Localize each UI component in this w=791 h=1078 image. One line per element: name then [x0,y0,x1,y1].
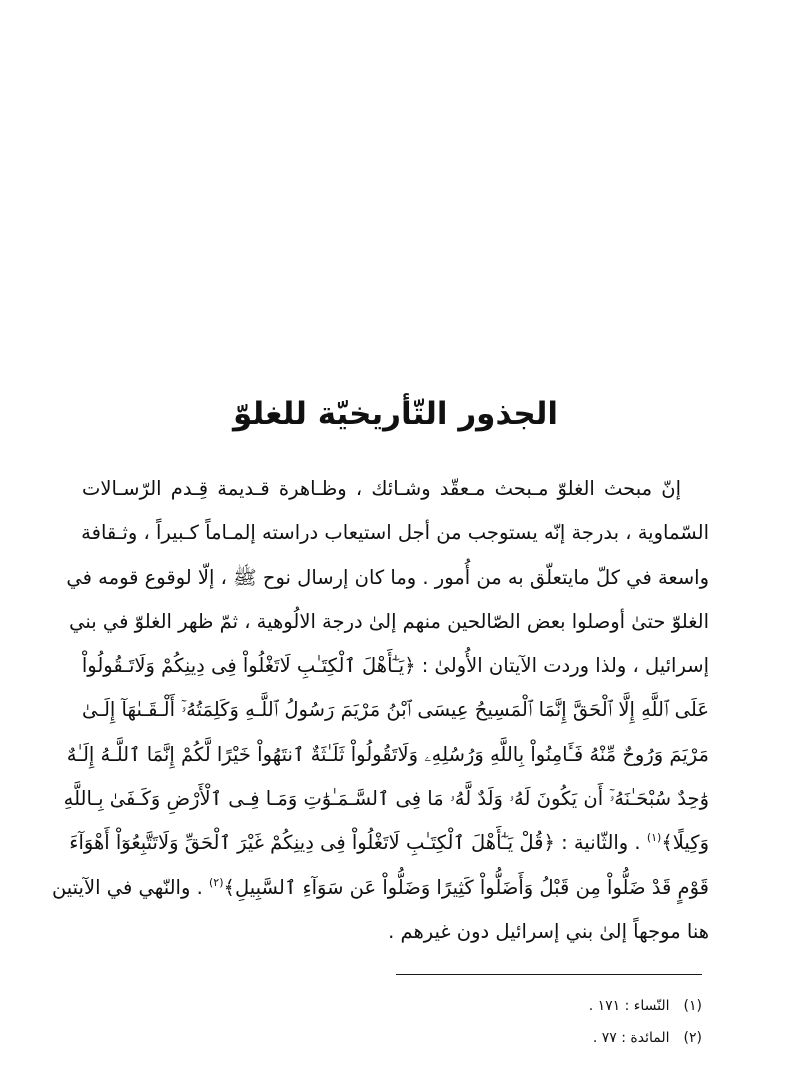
footnote-divider [396,974,702,975]
body-line-1: إنّ مبحث الغلوّ مـبحث مـعقّد وشـائك ، وظـاهرة قـديمة قِـدم الرّسـالات [82,477,681,500]
body-line-2: السّماوية ، بدرجة إنّه يستوجب من أجل استيعاب دراسته إلمـاماً كـبيراً ، وثـقافة [81,521,709,545]
body-line-7: مَرْيَمَ وَرُوحٌ مِّنْهُ فَـَٔامِنُواْ بِاللَّهِ وَرُسُلِهِۦ وَلَاتَقُولُواْ ثَلَـٰثَةٌ ٱنتَهُواْ خَيْرًا لَّكُمْ إِنَّمَا ٱللَّـهُ إِلَـٰهٌ [66,742,709,766]
verse-text: قَوْمٍ قَدْ ضَلُّواْ مِن قَبْلُ وَأَضَلُّواْ كَثِيرًا وَضَلُّواْ عَن سَوَآءِ ٱلسَّبِيلِ﴾ [223,875,709,899]
footnote-number: (١) [683,998,702,1014]
body-line-5: إسرائيل ، ولذا وردت الآيتان الأُولىٰ : ﴿يَـٰٓأَهْلَ ٱلْكِتَـٰبِ لَاتَغْلُواْ فِى دِينِكُمْ وَلَاتَـقُولُواْ [81,654,709,678]
body-line-9 [69,821,709,865]
footnotes-list [382,990,702,1054]
body-paragraph [51,467,709,954]
footnote-text: النّساء : ١٧١ . [588,998,670,1014]
chapter-title: الجذور التّأريخيّة للغلوّ [233,396,558,432]
verse-text-after: . والثّانية : ﴿قُلْ يَـٰٓأَهْلَ ٱلْكِتَـٰبِ لَاتَغْلُواْ فِى دِينِكُمْ غَيْرَ ٱلْحَقِّ وَلَاتَتَّبِعُوٓاْ أَهْوَآءَ [69,831,647,855]
footnote-text: المائدة : ٧٧ . [592,1030,670,1046]
body-line-4: الغلوّ حتىٰ أوصلوا بعض الصّالحين منهم إلىٰ درجة الالُوهية ، ثمّ ظهر الغلوّ في بني [69,609,709,633]
body-line-11: هنا موجهاً إلىٰ بني إسرائيل دون غيرهم . [388,919,709,943]
body-line-10 [51,866,709,910]
verse-text: وَكِيلًا﴾ [661,831,709,855]
footnote-1 [382,990,702,1022]
body-line-6: عَلَى ٱللَّهِ إِلَّا ٱلْحَقَّ إِنَّمَا ٱلْمَسِيحُ عِيسَى ٱبْنُ مَرْيَمَ رَسُولُ ٱللَّـهِ وَكَلِمَتُهُۥٓ أَلْـقَـىٰهَآ إِلَـىٰ [82,698,709,722]
body-line-8: وَٰحِدٌ سُبْحَـٰنَهُۥٓ أَن يَكُونَ لَهُۥ وَلَدٌ لَّهُۥ مَا فِى ٱلسَّـمَـٰوَٰتِ وَمَـا فِـى ٱلْأَرْضِ وَكَـفَىٰ بِـاللَّهِ [63,787,709,811]
footnote-2 [382,1022,702,1054]
footnote-ref-1[interactable]: (١) [646,831,662,845]
footnote-number: (٢) [683,1030,702,1046]
footnote-ref-2[interactable]: (٢) [209,875,224,889]
body-line-3: واسعة في كلّ مايتعلّق به من أُمور . وما كان إرسال نوح ﷺ ، إلّا لوقوع قومه في [66,565,709,589]
verse-text-after: . والنّهي في الآيتين [51,875,209,899]
